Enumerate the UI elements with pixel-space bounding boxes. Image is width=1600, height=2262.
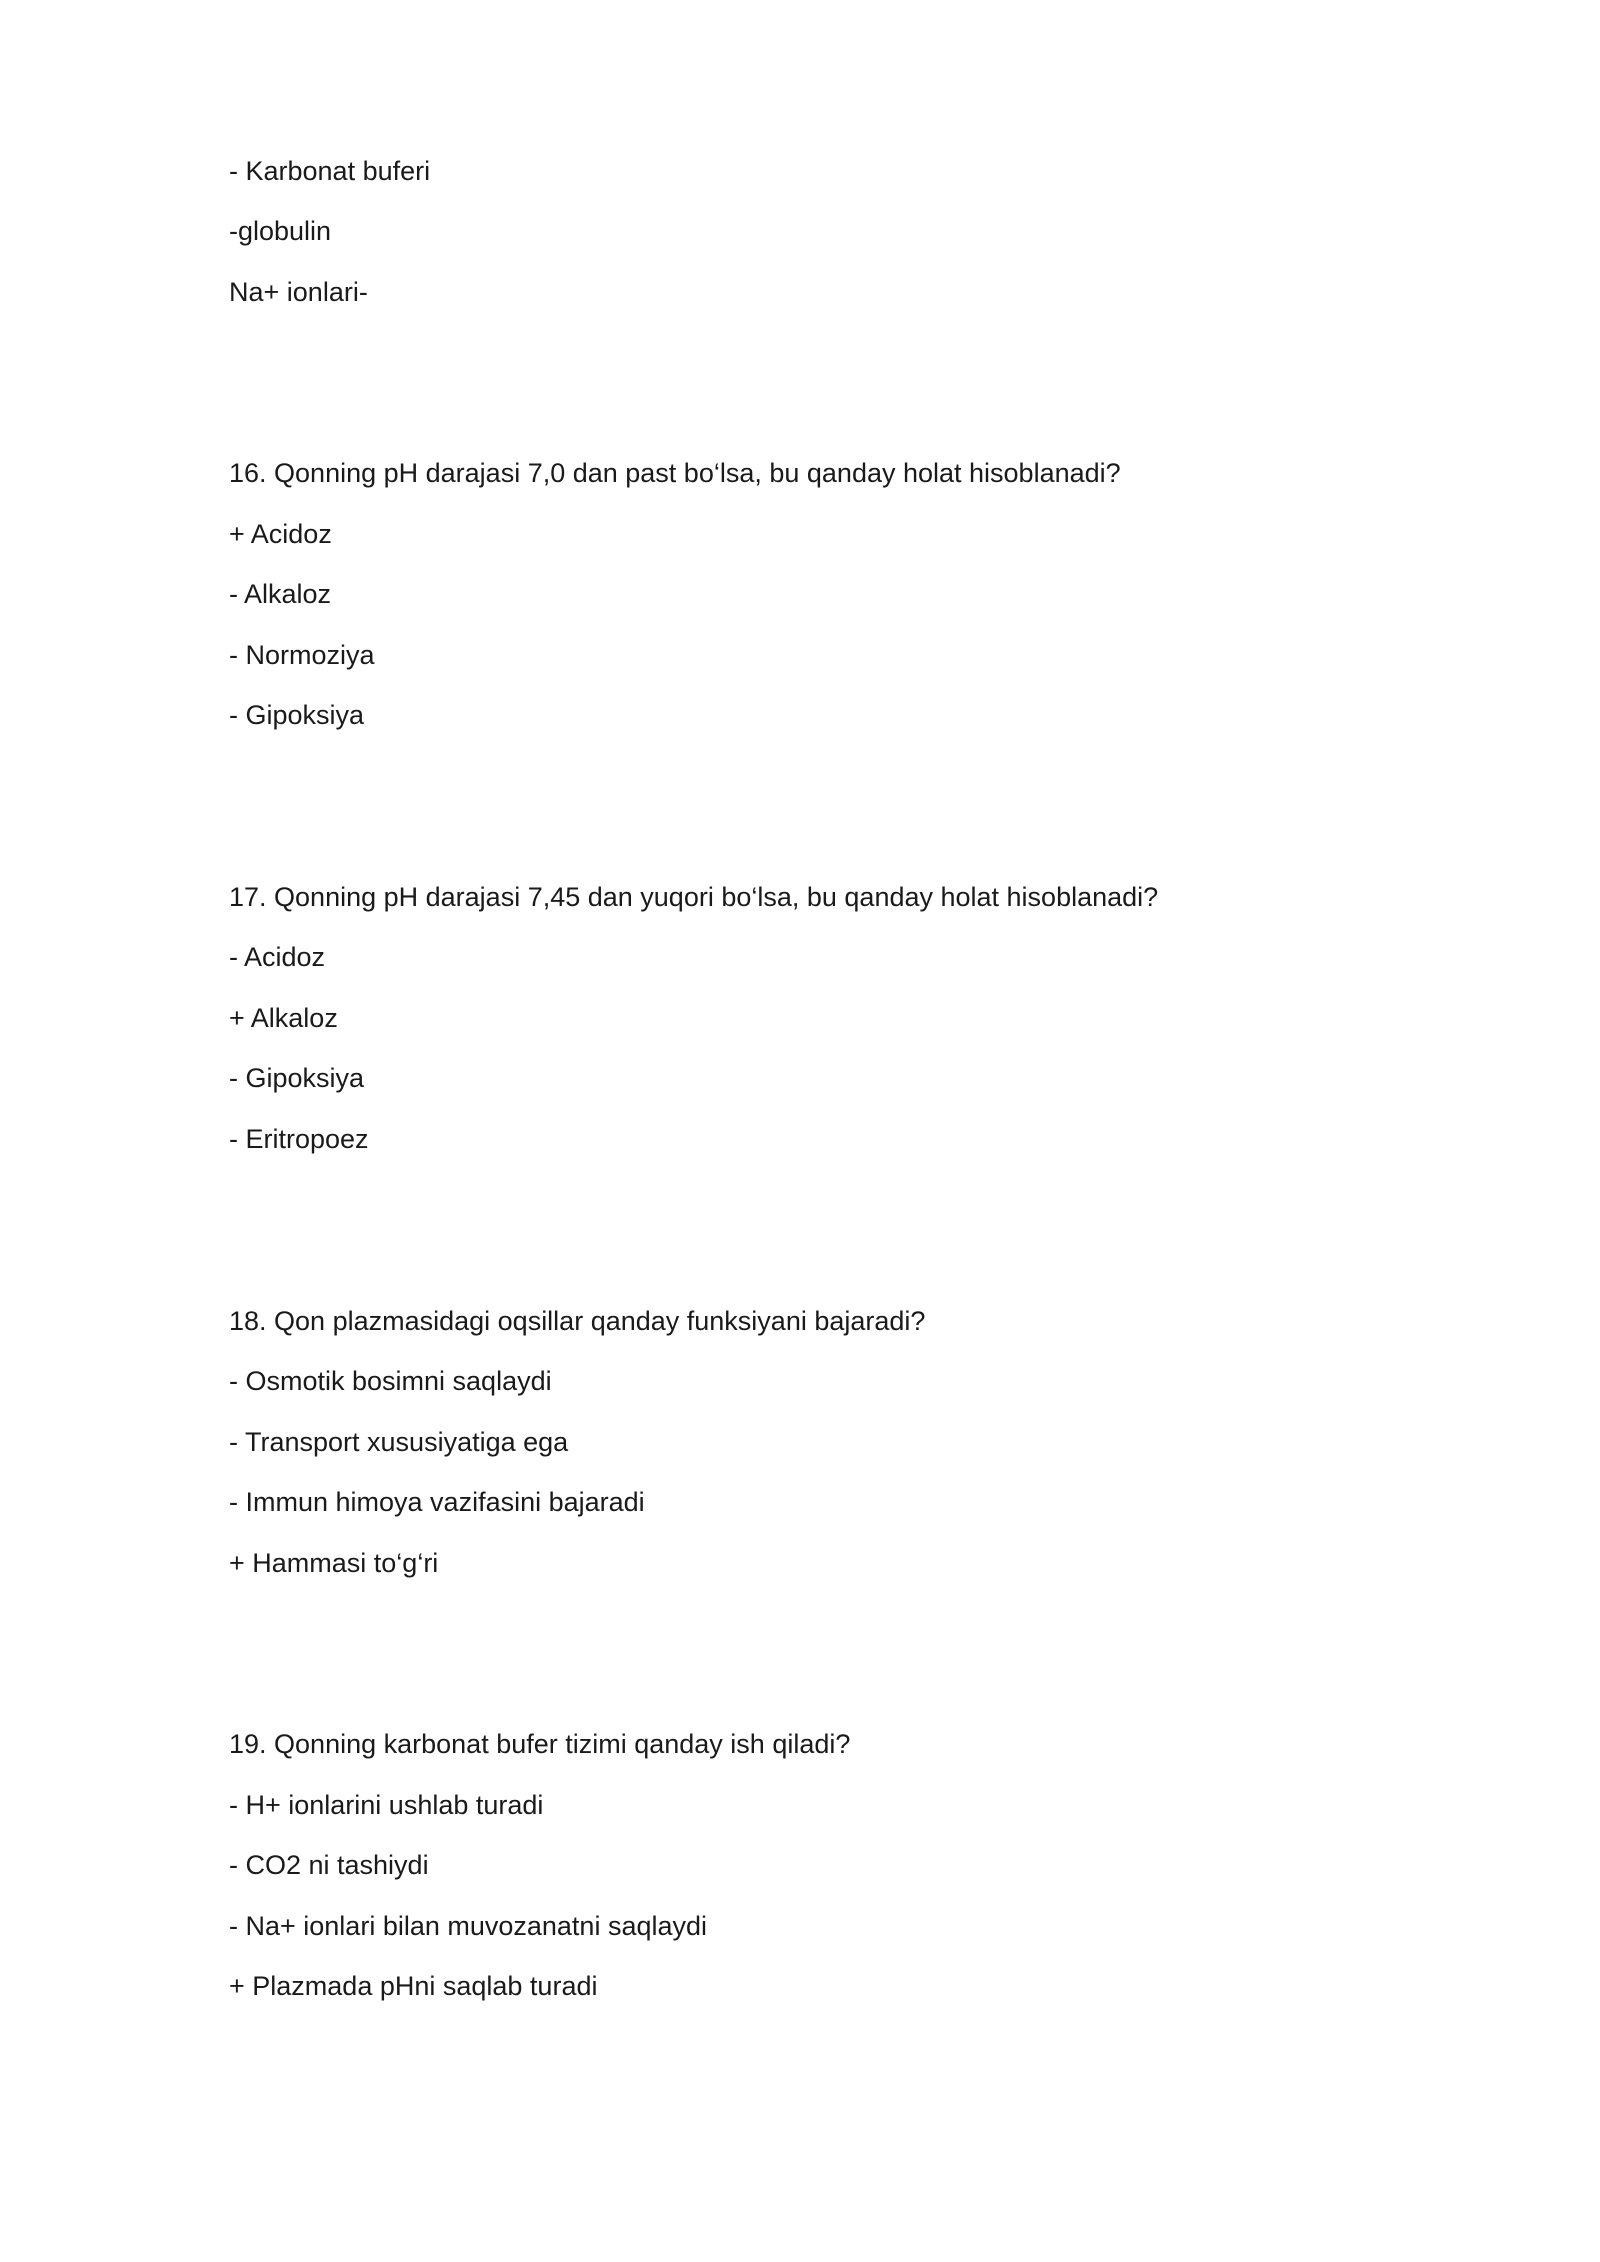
answer-option: - Transport xususiyatiga ega: [229, 1427, 569, 1457]
answer-option: - Alkaloz: [229, 579, 332, 609]
answer-option: + Acidoz: [229, 519, 332, 549]
answer-option: - Acidoz: [229, 942, 326, 972]
question-18: 18. Qon plazmasidagi oqsillar qanday funksiyani bajaradi?: [229, 1306, 926, 1336]
answer-option: - Gipoksiya: [229, 700, 365, 730]
answer-option: - CO2 ni tashiydi: [229, 1850, 429, 1880]
answer-option: - Gipoksiya: [229, 1063, 365, 1093]
answer-option: - Immun himoya vazifasini bajaradi: [229, 1487, 645, 1517]
answer-option: - Normoziya: [229, 640, 375, 670]
option-line: - Karbonat buferi: [229, 156, 431, 186]
answer-option: - Osmotik bosimni saqlaydi: [229, 1366, 552, 1396]
answer-option: - Na+ ionlari bilan muvozanatni saqlaydi: [229, 1911, 708, 1941]
answer-option: + Plazmada pHni saqlab turadi: [229, 1971, 598, 2001]
answer-option: + Alkaloz: [229, 1003, 338, 1033]
question-17: 17. Qonning pH darajasi 7,45 dan yuqori bo‘lsa, bu qanday holat hisoblanadi?: [229, 882, 1159, 912]
answer-option: + Hammasi to‘g‘ri: [229, 1548, 439, 1578]
option-line: -globulin: [229, 216, 332, 246]
question-16: 16. Qonning pH darajasi 7,0 dan past bo‘lsa, bu qanday holat hisoblanadi?: [229, 458, 1121, 488]
answer-option: - H+ ionlarini ushlab turadi: [229, 1790, 544, 1820]
option-line: Na+ ionlari-: [229, 277, 368, 307]
question-19: 19. Qonning karbonat bufer tizimi qanday ish qiladi?: [229, 1729, 851, 1759]
answer-option: - Eritropoez: [229, 1124, 369, 1154]
